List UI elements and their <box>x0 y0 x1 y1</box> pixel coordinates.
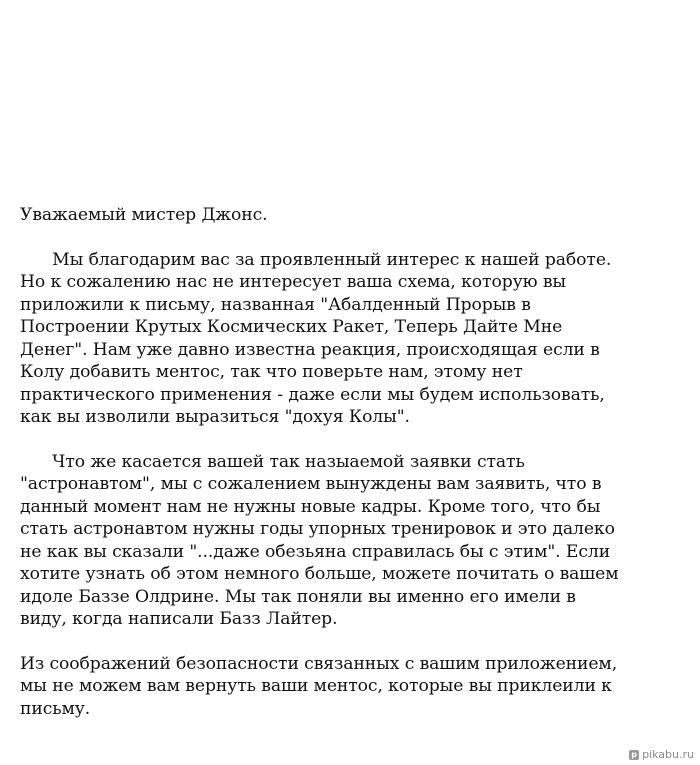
paragraph-line: Построении Крутых Космических Ракет, Теперь Дайте Мне <box>20 317 563 337</box>
letter-body <box>20 204 692 720</box>
paragraph-2 <box>20 451 692 631</box>
watermark <box>629 748 694 761</box>
paragraph-line: стать астронавтом нужны годы упорных тренировок и это далеко <box>20 519 615 539</box>
paragraph-gap <box>20 429 692 451</box>
pikabu-logo-icon: p <box>629 750 639 760</box>
paragraph-line: хотите узнать об этом немного больше, можете почитать о вашем <box>20 564 619 584</box>
paragraph-line: Что же касается вашей так назыаемой заявки стать <box>20 451 525 472</box>
watermark-text: pikabu.ru <box>642 748 694 761</box>
letter-salutation: Уважаемый мистер Джонс. <box>20 205 268 225</box>
paragraph-line: Но к сожалению нас не интересует ваша схема, которую вы <box>20 272 566 292</box>
paragraph-line: как вы изволили выразиться "дохуя Колы". <box>20 407 410 427</box>
paragraph-1 <box>20 249 692 429</box>
paragraph-line: Денег". Нам уже давно известна реакция, происходящая если в <box>20 339 600 360</box>
paragraph-line: идоле Баззе Олдрине. Мы так поняли вы именно его имели в <box>20 586 576 607</box>
paragraph-line: практического применения - даже если мы будем использовать, <box>20 384 605 405</box>
paragraph-line: данный момент нам не нужны новые кадры. Кроме того, что бы <box>20 496 601 517</box>
paragraph-3 <box>20 653 692 721</box>
paragraph-line: письму. <box>20 698 91 719</box>
paragraph-line: виду, когда написали Базз Лайтер. <box>20 609 338 629</box>
paragraph-line: мы не можем вам вернуть ваши ментос, которые вы приклеили к <box>20 676 612 696</box>
paragraph-line: Из соображений безопасности связанных с вашим приложением, <box>20 653 618 674</box>
paragraph-gap <box>20 631 692 653</box>
paragraph-line: приложили к письму, названная "Абалденный Прорыв в <box>20 294 531 315</box>
paragraph-line: не как вы сказали "...даже обезьяна справилась бы с этим". Если <box>20 541 611 562</box>
paragraph-line: Колу добавить ментос, так что поверьте нам, этому нет <box>20 362 523 382</box>
paragraph-line: Мы благодарим вас за проявленный интерес к нашей работе. <box>20 249 612 270</box>
paragraph-gap <box>20 227 692 249</box>
paragraph-line: "астронавтом", мы с сожалением вынуждены вам заявить, что в <box>20 474 602 494</box>
